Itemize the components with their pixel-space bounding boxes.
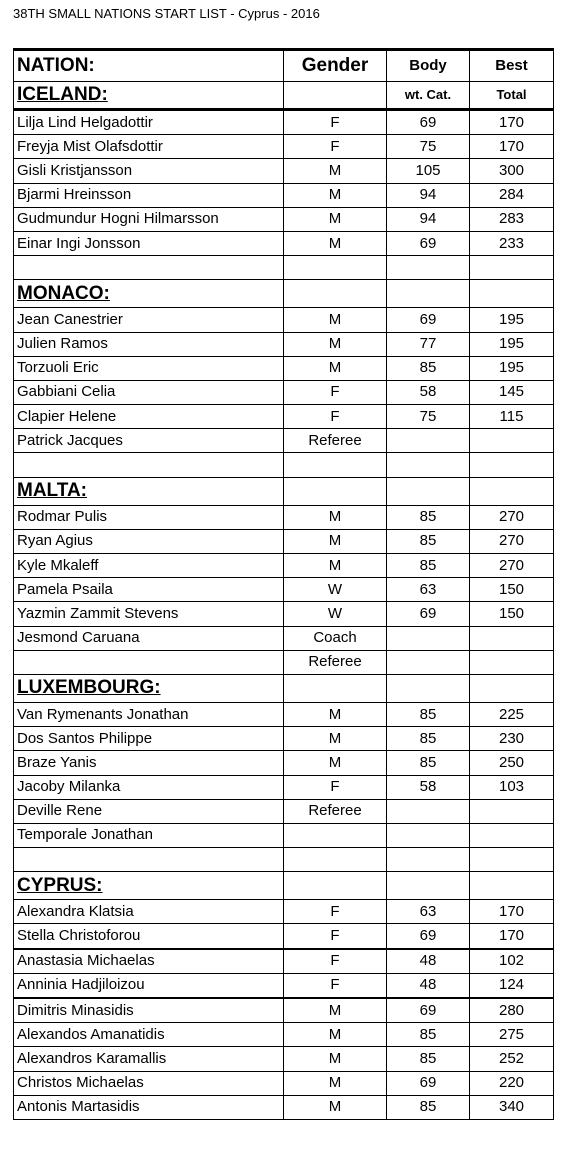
- athlete-name-cell: Ryan Agius: [14, 529, 284, 553]
- table-row: [14, 626, 554, 650]
- body-weight-cell: 94: [387, 183, 470, 207]
- athlete-name-cell: Kyle Mkaleff: [14, 554, 284, 578]
- body-weight-cell: 75: [387, 405, 470, 429]
- athlete-name-cell: Gisli Kristjansson: [14, 159, 284, 183]
- best-total-cell: 340: [470, 1095, 554, 1119]
- table-row: [14, 578, 554, 602]
- body-weight-cell: 85: [387, 505, 470, 529]
- nation-heading-row: [14, 674, 554, 702]
- header-best: Best: [470, 50, 554, 82]
- gender-cell: M: [284, 207, 387, 231]
- best-total-cell: 124: [470, 973, 554, 998]
- athlete-name-cell: Christos Michaelas: [14, 1071, 284, 1095]
- table-row: [14, 924, 554, 949]
- body-weight-cell: [387, 626, 470, 650]
- gender-cell: F: [284, 924, 387, 949]
- table-row: [14, 356, 554, 380]
- gender-cell: M: [284, 308, 387, 332]
- gender-cell: F: [284, 405, 387, 429]
- best-total-cell: 283: [470, 207, 554, 231]
- best-total-cell: [470, 429, 554, 453]
- athlete-name-cell: Antonis Martasidis: [14, 1095, 284, 1119]
- best-total-cell: 195: [470, 308, 554, 332]
- gender-cell: M: [284, 702, 387, 726]
- body-weight-cell: 85: [387, 554, 470, 578]
- gender-cell: Referee: [284, 650, 387, 674]
- table-row: [14, 308, 554, 332]
- athlete-name-cell: Gudmundur Hogni Hilmarsson: [14, 207, 284, 231]
- best-total-cell: 280: [470, 998, 554, 1023]
- athlete-name-cell: Anninia Hadjiloizou: [14, 973, 284, 998]
- body-weight-cell: [387, 650, 470, 674]
- nation-heading: MONACO:: [14, 280, 284, 308]
- best-total-cell: 250: [470, 751, 554, 775]
- best-total-cell: 103: [470, 775, 554, 799]
- gender-cell: F: [284, 775, 387, 799]
- athlete-name-cell: Dos Santos Philippe: [14, 727, 284, 751]
- nation-heading-row: [14, 872, 554, 900]
- header-best-2: Total: [470, 82, 554, 110]
- body-weight-cell: 85: [387, 356, 470, 380]
- gender-cell: F: [284, 973, 387, 998]
- athlete-name-cell: Jesmond Caruana: [14, 626, 284, 650]
- body-weight-cell: 77: [387, 332, 470, 356]
- best-total-cell: 150: [470, 578, 554, 602]
- athlete-name-cell: Yazmin Zammit Stevens: [14, 602, 284, 626]
- table-row: [14, 650, 554, 674]
- body-weight-cell: [387, 823, 470, 847]
- gender-cell: M: [284, 1047, 387, 1071]
- table-row: [14, 332, 554, 356]
- body-weight-cell: 69: [387, 231, 470, 255]
- athlete-name-cell: Dimitris Minasidis: [14, 998, 284, 1023]
- nation-heading: CYPRUS:: [14, 872, 284, 900]
- gender-cell: M: [284, 1071, 387, 1095]
- gender-cell: [284, 453, 387, 477]
- table-row: [14, 554, 554, 578]
- body-weight-cell: 63: [387, 578, 470, 602]
- body-weight-cell: [387, 429, 470, 453]
- body-weight-cell: [387, 674, 470, 702]
- body-weight-cell: 69: [387, 110, 470, 135]
- best-total-cell: 300: [470, 159, 554, 183]
- nation-heading: MALTA:: [14, 477, 284, 505]
- body-weight-cell: 69: [387, 602, 470, 626]
- best-total-cell: 115: [470, 405, 554, 429]
- best-total-cell: 170: [470, 135, 554, 159]
- body-weight-cell: 69: [387, 308, 470, 332]
- body-weight-cell: 85: [387, 1095, 470, 1119]
- nation-heading: ICELAND:: [14, 82, 284, 110]
- best-total-cell: [470, 626, 554, 650]
- best-total-cell: [470, 650, 554, 674]
- gender-cell: M: [284, 751, 387, 775]
- header-row: [14, 50, 554, 82]
- athlete-name-cell: Stella Christoforou: [14, 924, 284, 949]
- table-row: [14, 973, 554, 998]
- table-row: [14, 775, 554, 799]
- athlete-name-cell: Temporale Jonathan: [14, 823, 284, 847]
- athlete-name-cell: Torzuoli Eric: [14, 356, 284, 380]
- document-title: 38TH SMALL NATIONS START LIST - Cyprus - 2016: [13, 6, 320, 21]
- gender-cell: M: [284, 183, 387, 207]
- header-nation: NATION:: [14, 50, 284, 82]
- best-total-cell: 270: [470, 529, 554, 553]
- gender-cell: M: [284, 332, 387, 356]
- best-total-cell: 230: [470, 727, 554, 751]
- athlete-name-cell: Gabbiani Celia: [14, 380, 284, 404]
- header-row-2: [14, 82, 554, 110]
- best-total-cell: 225: [470, 702, 554, 726]
- athlete-name-cell: Alexandra Klatsia: [14, 900, 284, 924]
- gender-cell: [284, 477, 387, 505]
- athlete-name-cell: [14, 256, 284, 280]
- best-total-cell: 233: [470, 231, 554, 255]
- table-row: [14, 1047, 554, 1071]
- best-total-cell: [470, 280, 554, 308]
- gender-cell: W: [284, 602, 387, 626]
- nation-heading: LUXEMBOURG:: [14, 674, 284, 702]
- table-row: [14, 453, 554, 477]
- athlete-name-cell: Lilja Lind Helgadottir: [14, 110, 284, 135]
- gender-cell: M: [284, 505, 387, 529]
- athlete-name-cell: Rodmar Pulis: [14, 505, 284, 529]
- table-row: [14, 405, 554, 429]
- gender-cell: F: [284, 380, 387, 404]
- best-total-cell: [470, 256, 554, 280]
- gender-cell: F: [284, 135, 387, 159]
- body-weight-cell: [387, 256, 470, 280]
- gender-cell: Referee: [284, 799, 387, 823]
- table-row: [14, 823, 554, 847]
- table-row: [14, 751, 554, 775]
- gender-cell: F: [284, 110, 387, 135]
- body-weight-cell: 58: [387, 775, 470, 799]
- table-row: [14, 429, 554, 453]
- best-total-cell: [470, 848, 554, 872]
- gender-cell: M: [284, 998, 387, 1023]
- athlete-name-cell: Patrick Jacques: [14, 429, 284, 453]
- athlete-name-cell: Van Rymenants Jonathan: [14, 702, 284, 726]
- body-weight-cell: [387, 848, 470, 872]
- athlete-name-cell: Julien Ramos: [14, 332, 284, 356]
- best-total-cell: [470, 823, 554, 847]
- table-row: [14, 256, 554, 280]
- best-total-cell: 170: [470, 924, 554, 949]
- start-list-table: [13, 48, 554, 1120]
- body-weight-cell: 58: [387, 380, 470, 404]
- table-row: [14, 505, 554, 529]
- best-total-cell: [470, 477, 554, 505]
- body-weight-cell: 63: [387, 900, 470, 924]
- table-row: [14, 529, 554, 553]
- athlete-name-cell: Jacoby Milanka: [14, 775, 284, 799]
- nation-heading-row: [14, 477, 554, 505]
- table-row: [14, 900, 554, 924]
- body-weight-cell: 69: [387, 1071, 470, 1095]
- best-total-cell: 150: [470, 602, 554, 626]
- athlete-name-cell: Alexandros Karamallis: [14, 1047, 284, 1071]
- gender-cell: [284, 256, 387, 280]
- table-row: [14, 727, 554, 751]
- best-total-cell: 170: [470, 900, 554, 924]
- body-weight-cell: 85: [387, 1023, 470, 1047]
- body-weight-cell: 85: [387, 1047, 470, 1071]
- body-weight-cell: 85: [387, 751, 470, 775]
- gender-cell: M: [284, 529, 387, 553]
- body-weight-cell: [387, 453, 470, 477]
- table-row: [14, 702, 554, 726]
- athlete-name-cell: [14, 848, 284, 872]
- best-total-cell: 220: [470, 1071, 554, 1095]
- gender-cell: M: [284, 1023, 387, 1047]
- gender-cell: Coach: [284, 626, 387, 650]
- best-total-cell: 145: [470, 380, 554, 404]
- table-row: [14, 998, 554, 1023]
- athlete-name-cell: Clapier Helene: [14, 405, 284, 429]
- gender-cell: M: [284, 554, 387, 578]
- table-row: [14, 110, 554, 135]
- header-gender-2: [284, 82, 387, 110]
- table-row: [14, 159, 554, 183]
- body-weight-cell: 94: [387, 207, 470, 231]
- body-weight-cell: 75: [387, 135, 470, 159]
- table-row: [14, 602, 554, 626]
- table-row: [14, 183, 554, 207]
- gender-cell: Referee: [284, 429, 387, 453]
- gender-cell: M: [284, 159, 387, 183]
- table-row: [14, 1095, 554, 1119]
- body-weight-cell: 85: [387, 529, 470, 553]
- gender-cell: M: [284, 1095, 387, 1119]
- table-row: [14, 848, 554, 872]
- body-weight-cell: 69: [387, 924, 470, 949]
- body-weight-cell: [387, 872, 470, 900]
- best-total-cell: [470, 872, 554, 900]
- best-total-cell: 195: [470, 356, 554, 380]
- body-weight-cell: [387, 799, 470, 823]
- body-weight-cell: 85: [387, 727, 470, 751]
- best-total-cell: 270: [470, 554, 554, 578]
- gender-cell: [284, 674, 387, 702]
- table-row: [14, 1071, 554, 1095]
- athlete-name-cell: Pamela Psaila: [14, 578, 284, 602]
- gender-cell: [284, 280, 387, 308]
- nation-heading-row: [14, 280, 554, 308]
- gender-cell: M: [284, 231, 387, 255]
- header-body: Body: [387, 50, 470, 82]
- best-total-cell: 252: [470, 1047, 554, 1071]
- header-body-2: wt. Cat.: [387, 82, 470, 110]
- gender-cell: F: [284, 949, 387, 974]
- athlete-name-cell: Freyja Mist Olafsdottir: [14, 135, 284, 159]
- athlete-name-cell: Alexandos Amanatidis: [14, 1023, 284, 1047]
- best-total-cell: 170: [470, 110, 554, 135]
- athlete-name-cell: Jean Canestrier: [14, 308, 284, 332]
- best-total-cell: 195: [470, 332, 554, 356]
- body-weight-cell: 85: [387, 702, 470, 726]
- best-total-cell: 275: [470, 1023, 554, 1047]
- body-weight-cell: 48: [387, 949, 470, 974]
- gender-cell: [284, 872, 387, 900]
- body-weight-cell: 69: [387, 998, 470, 1023]
- gender-cell: [284, 823, 387, 847]
- table-row: [14, 1023, 554, 1047]
- body-weight-cell: [387, 477, 470, 505]
- body-weight-cell: 105: [387, 159, 470, 183]
- best-total-cell: [470, 674, 554, 702]
- best-total-cell: 270: [470, 505, 554, 529]
- table-row: [14, 949, 554, 974]
- table-row: [14, 231, 554, 255]
- athlete-name-cell: [14, 650, 284, 674]
- body-weight-cell: [387, 280, 470, 308]
- table-row: [14, 207, 554, 231]
- header-gender: Gender: [284, 50, 387, 82]
- athlete-name-cell: Braze Yanis: [14, 751, 284, 775]
- gender-cell: M: [284, 727, 387, 751]
- athlete-name-cell: Einar Ingi Jonsson: [14, 231, 284, 255]
- body-weight-cell: 48: [387, 973, 470, 998]
- best-total-cell: [470, 799, 554, 823]
- table-row: [14, 799, 554, 823]
- athlete-name-cell: Anastasia Michaelas: [14, 949, 284, 974]
- athlete-name-cell: [14, 453, 284, 477]
- gender-cell: F: [284, 900, 387, 924]
- table-row: [14, 135, 554, 159]
- best-total-cell: [470, 453, 554, 477]
- table-row: [14, 380, 554, 404]
- best-total-cell: 102: [470, 949, 554, 974]
- athlete-name-cell: Deville Rene: [14, 799, 284, 823]
- gender-cell: W: [284, 578, 387, 602]
- gender-cell: M: [284, 356, 387, 380]
- best-total-cell: 284: [470, 183, 554, 207]
- gender-cell: [284, 848, 387, 872]
- athlete-name-cell: Bjarmi Hreinsson: [14, 183, 284, 207]
